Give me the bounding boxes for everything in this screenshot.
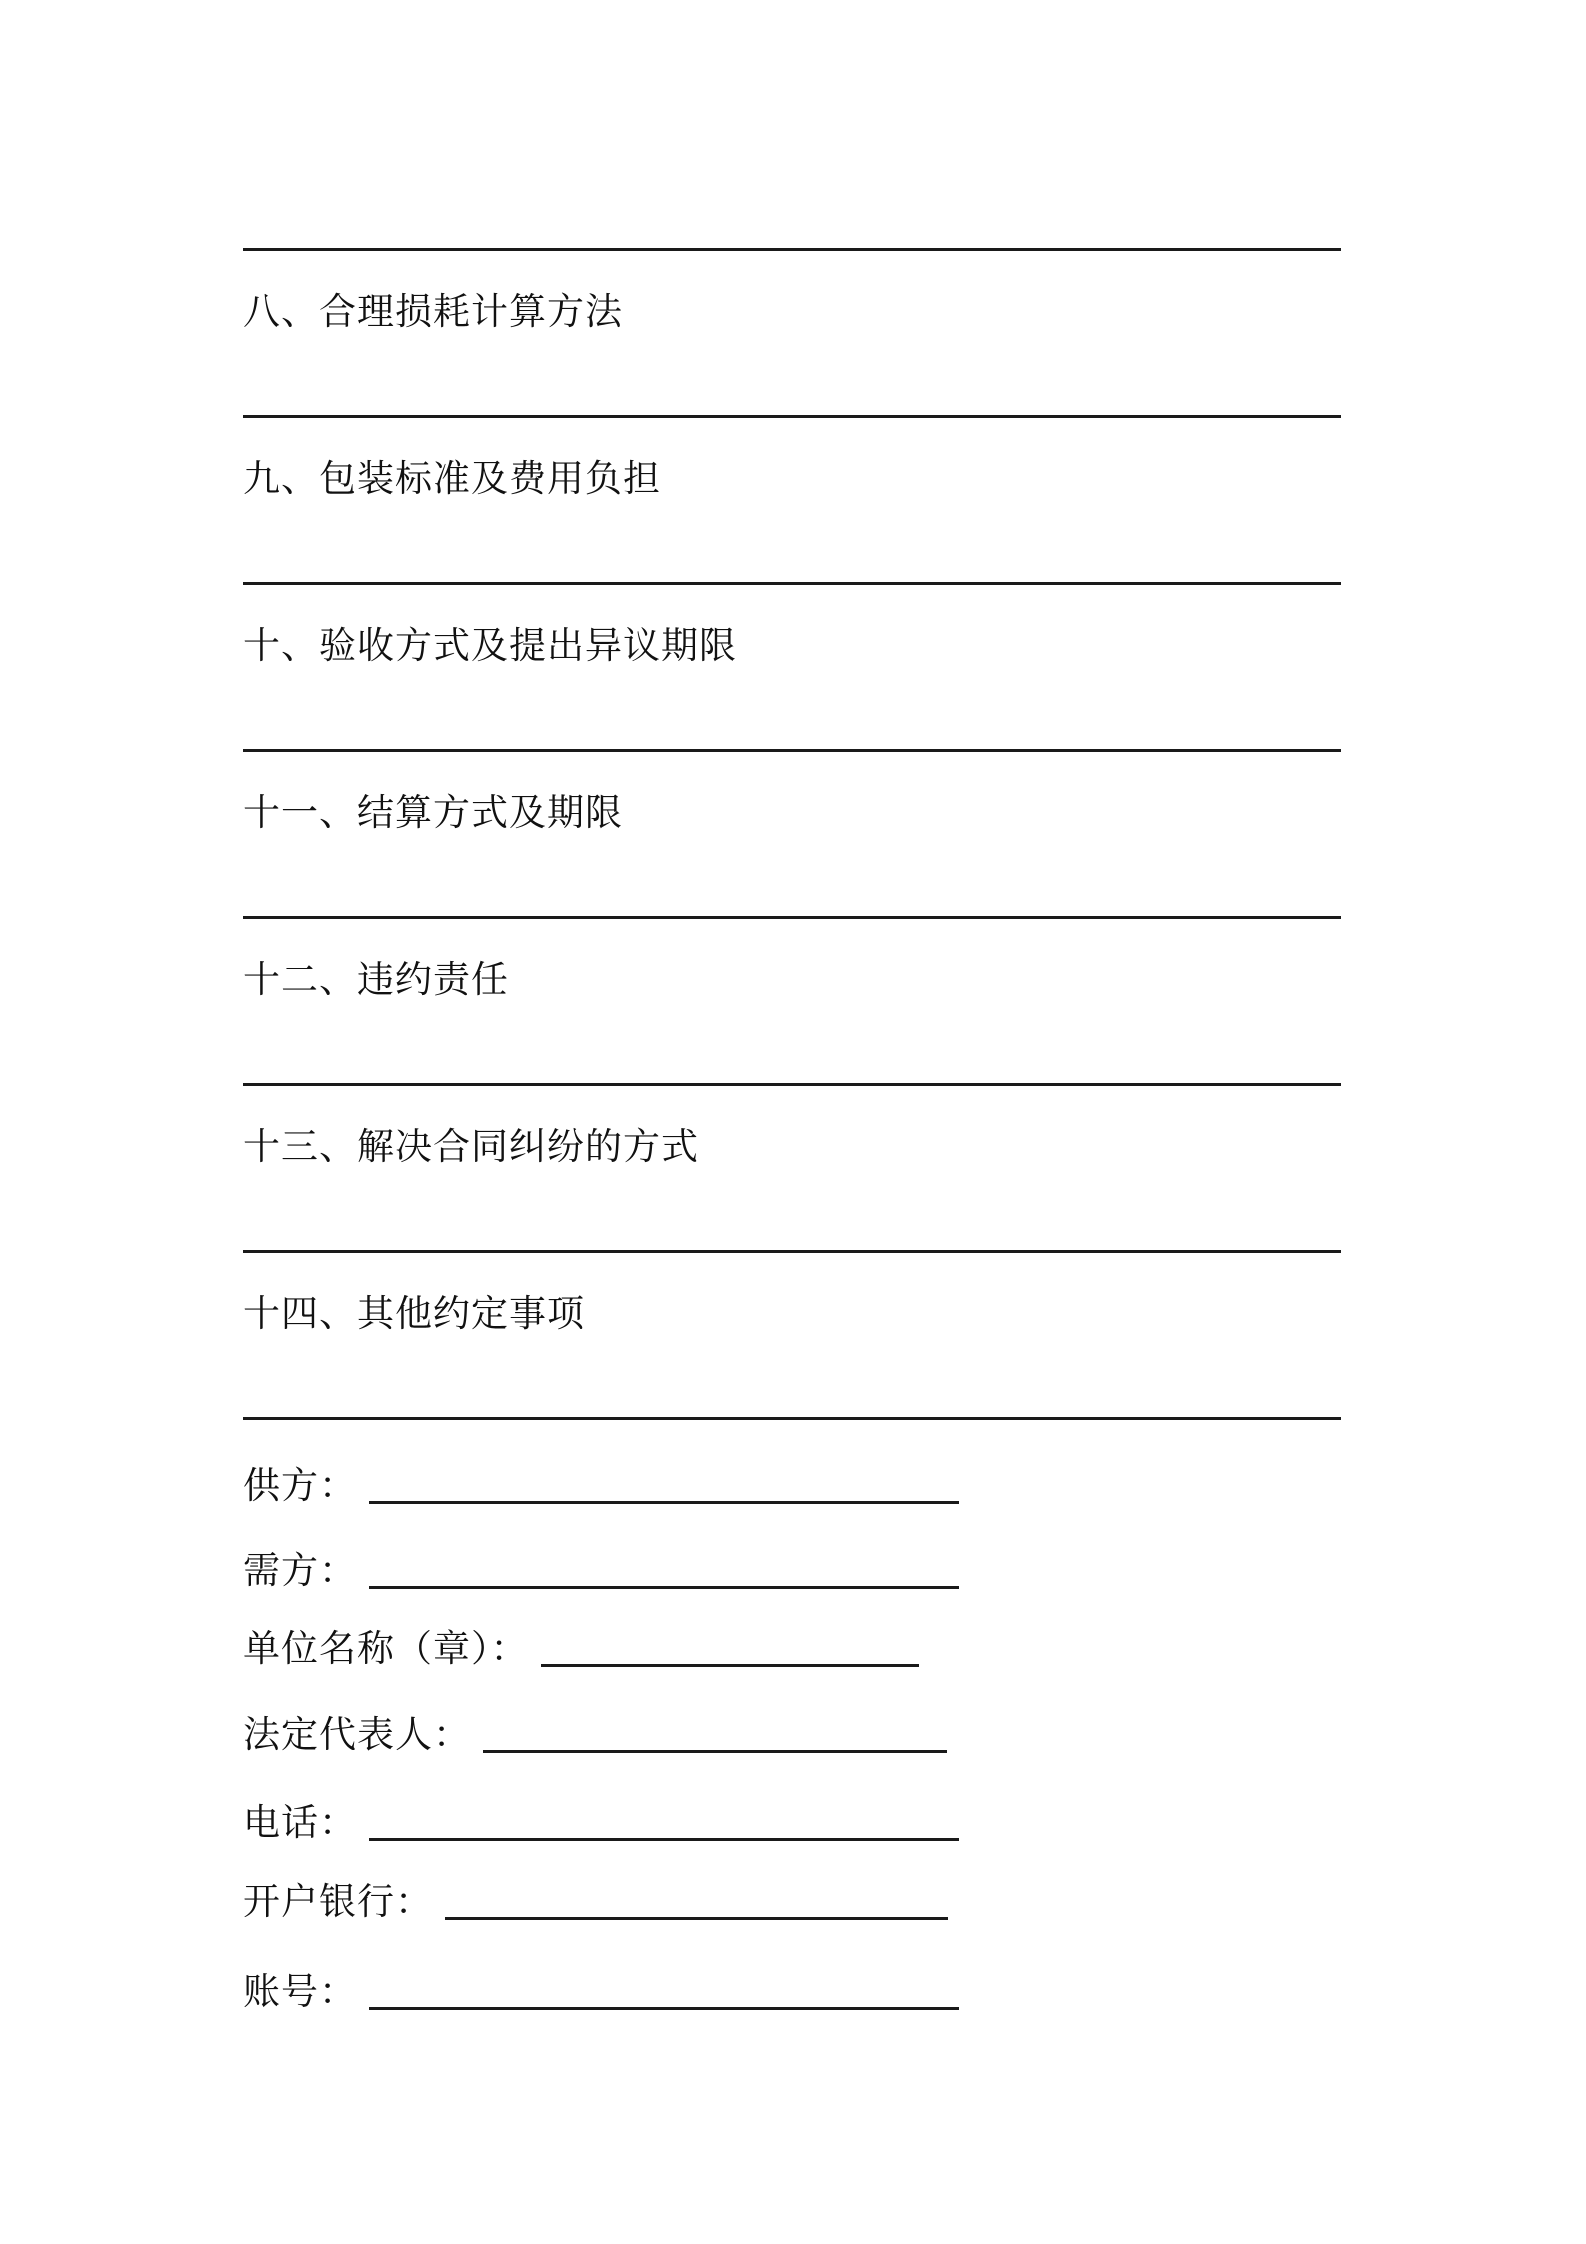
- supplier-label: 供方：: [243, 1464, 357, 1507]
- legal-rep-row: [243, 1709, 947, 1757]
- buyer-row: [243, 1545, 959, 1593]
- legal-rep-label: 法定代表人：: [243, 1713, 471, 1756]
- section-heading-14: 十四、其他约定事项: [243, 1292, 585, 1335]
- section-heading-8: 八、合理损耗计算方法: [243, 290, 623, 333]
- section-heading-9: 九、包装标准及费用负担: [243, 457, 661, 500]
- legal-rep-field[interactable]: [483, 1750, 947, 1753]
- company-field[interactable]: [541, 1664, 919, 1667]
- section-heading-12: 十二、违约责任: [243, 958, 509, 1001]
- bank-row: [243, 1876, 948, 1924]
- supplier-row: [243, 1460, 959, 1508]
- section-heading-11: 十一、结算方式及期限: [243, 791, 623, 834]
- phone-field[interactable]: [369, 1838, 959, 1841]
- blank-line-9: [243, 582, 1341, 585]
- bank-label: 开户银行：: [243, 1880, 433, 1923]
- buyer-field[interactable]: [369, 1586, 959, 1589]
- blank-line-14: [243, 1417, 1341, 1420]
- section-heading-10: 十、验收方式及提出异议期限: [243, 624, 737, 667]
- section-heading-13: 十三、解决合同纠纷的方式: [243, 1125, 699, 1168]
- blank-line-top: [243, 248, 1341, 251]
- account-row: [243, 1966, 959, 2014]
- supplier-field[interactable]: [369, 1501, 959, 1504]
- blank-line-13: [243, 1250, 1341, 1253]
- company-row: [243, 1623, 919, 1671]
- bank-field[interactable]: [445, 1917, 948, 1920]
- phone-label: 电话：: [243, 1801, 357, 1844]
- blank-line-11: [243, 916, 1341, 919]
- phone-row: [243, 1797, 959, 1845]
- company-label: 单位名称（章）：: [243, 1627, 529, 1670]
- buyer-label: 需方：: [243, 1549, 357, 1592]
- account-label: 账号：: [243, 1970, 357, 2013]
- blank-line-12: [243, 1083, 1341, 1086]
- blank-line-10: [243, 749, 1341, 752]
- account-field[interactable]: [369, 2007, 959, 2010]
- blank-line-8: [243, 415, 1341, 418]
